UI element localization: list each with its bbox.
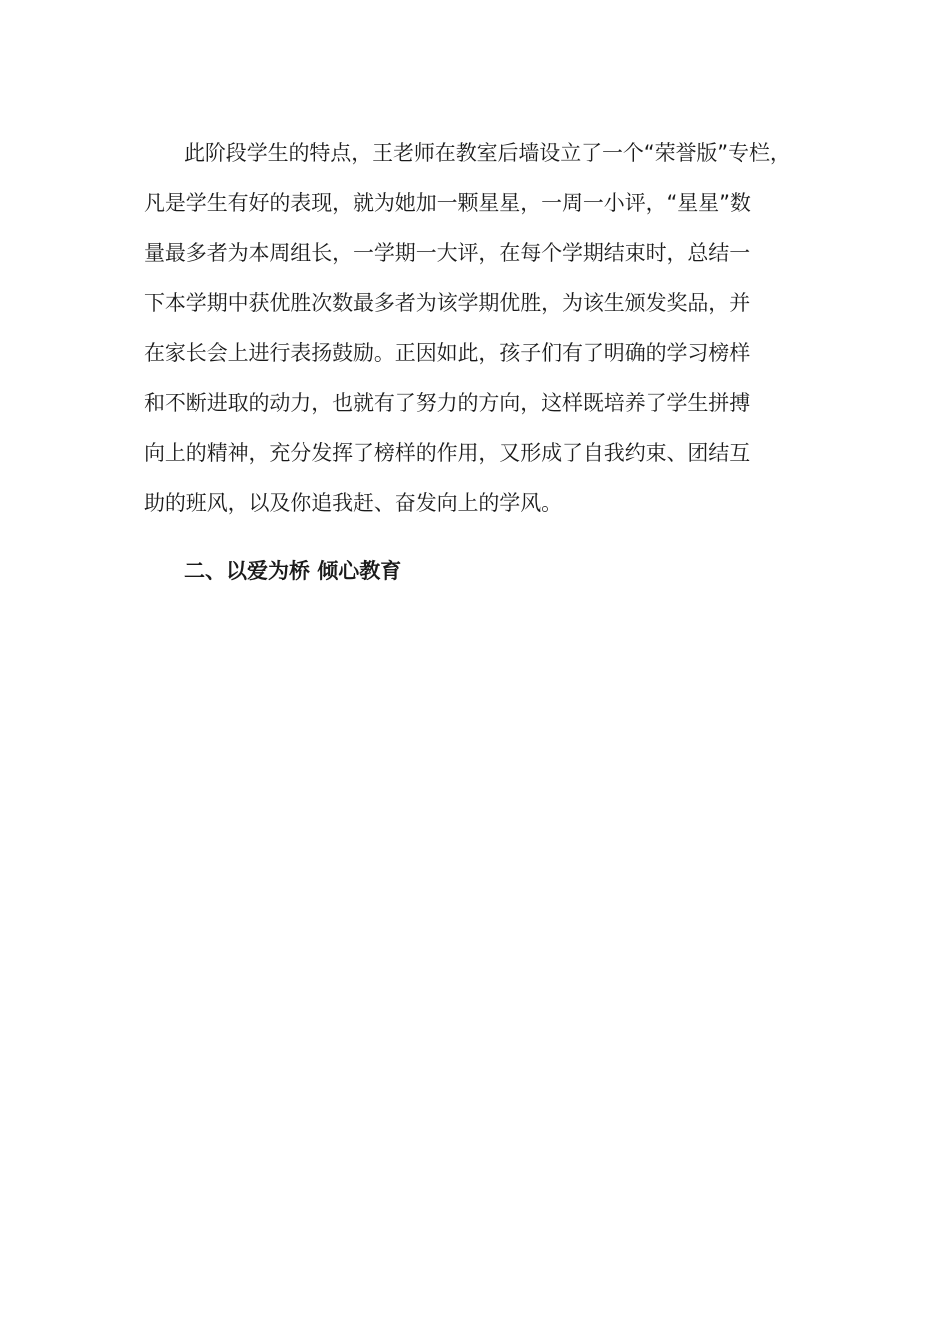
paragraph-line: 助的班风，以及你追我赶、奋发向上的学风。 bbox=[144, 491, 562, 515]
paragraph-line: 在家长会上进行表扬鼓励。正因如此，孩子们有了明确的学习榜样 bbox=[144, 341, 751, 365]
paragraph-line: 下本学期中获优胜次数最多者为该学期优胜，为该生颁发奖品，并 bbox=[144, 291, 751, 315]
paragraph-line: 凡是学生有好的表现，就为她加一颗星星，一周一小评，“星星”数 bbox=[144, 191, 751, 215]
paragraph bbox=[144, 128, 806, 528]
paragraph-line: 向上的精神，充分发挥了榜样的作用，又形成了自我约束、团结互 bbox=[144, 441, 751, 465]
section-heading: 二、以爱为桥 倾心教育 bbox=[184, 559, 402, 583]
paragraph-line: 此阶段学生的特点，王老师在教室后墙设立了一个“荣誉版”专栏， bbox=[184, 141, 791, 165]
document-body bbox=[144, 128, 806, 596]
paragraph-line: 量最多者为本周组长，一学期一大评，在每个学期结束时，总结一 bbox=[144, 241, 751, 265]
paragraph-line: 和不断进取的动力，也就有了努力的方向，这样既培养了学生拼搏 bbox=[144, 391, 751, 415]
